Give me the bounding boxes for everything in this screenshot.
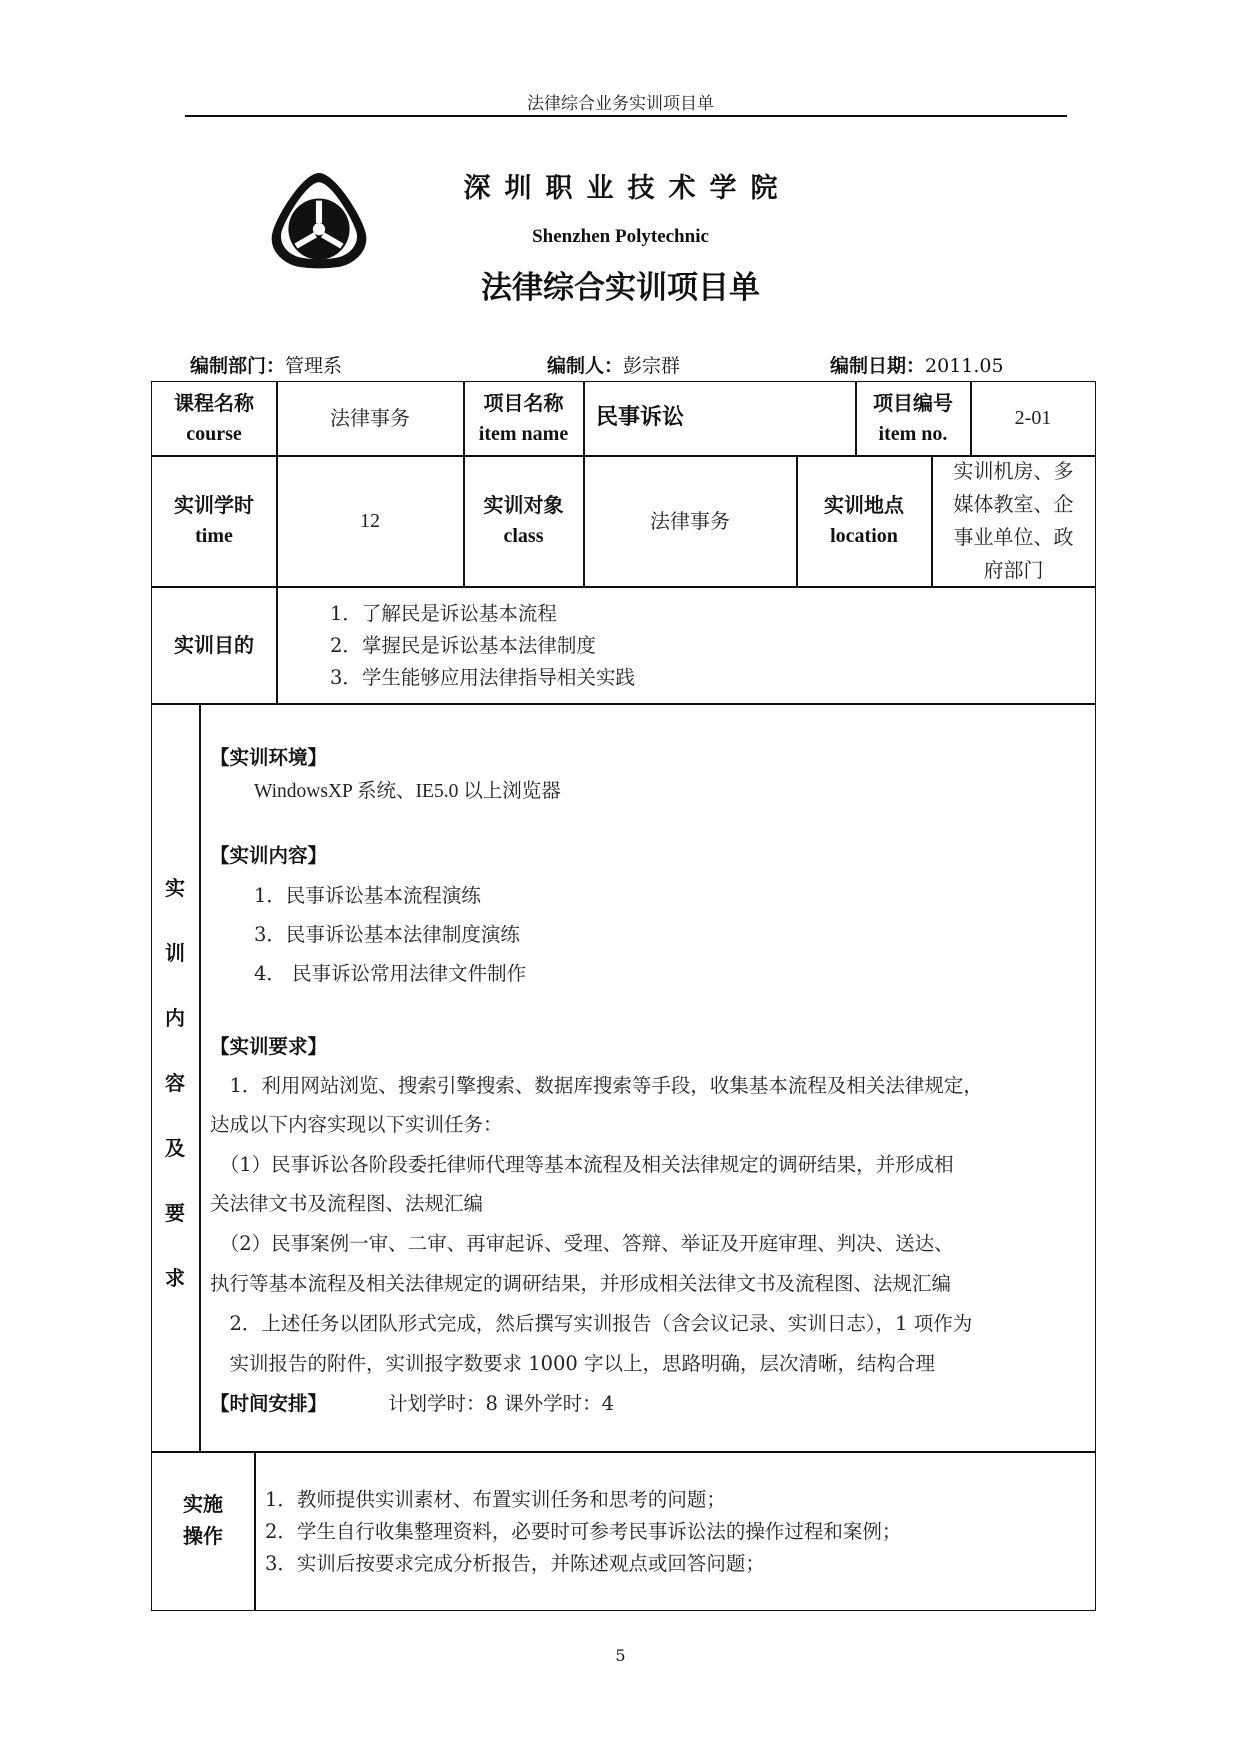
row-divider (151, 1451, 1096, 1453)
page-number: 5 (615, 1646, 626, 1665)
req-line: 1．利用网站浏览、搜索引擎搜索、数据库搜索等手段，收集基本流程及相关法律规定， (210, 1074, 983, 1097)
goal-item: 1．了解民是诉讼基本流程 (330, 602, 557, 625)
course-label-cn: 课程名称 (174, 390, 254, 415)
meta-date-value: 2011.05 (925, 355, 1004, 377)
meta-author-label: 编制人： (547, 355, 624, 377)
location-label-en: location (830, 525, 898, 547)
side-char: 训 (165, 941, 185, 965)
location-line: 实训机房、多 (953, 459, 1074, 483)
side-char: 及 (165, 1136, 185, 1160)
side-char: 求 (165, 1266, 185, 1290)
content-item: 1．民事诉讼基本流程演练 (254, 884, 481, 907)
side-char: 容 (165, 1071, 185, 1095)
implementation-label (152, 1488, 254, 1552)
location-line: 府部门 (983, 558, 1044, 582)
meta-author-value: 彭宗群 (623, 355, 681, 377)
schedule-text: 计划学时：8 课外学时：4 (388, 1392, 615, 1415)
implementation-label-line: 操作 (183, 1524, 223, 1548)
class-label-en: class (503, 525, 544, 547)
course-value: 法律事务 (330, 406, 410, 430)
req-line: 达成以下内容实现以下实训任务： (210, 1113, 503, 1136)
meta-author (547, 351, 680, 378)
item-name-label (464, 382, 583, 455)
req-line: 关法律文书及流程图、法规汇编 (210, 1192, 484, 1215)
course-label-en: course (186, 422, 242, 445)
item-name-label-cn: 项目名称 (483, 390, 564, 415)
goal-item: 2．掌握民是诉讼基本法律制度 (330, 634, 596, 657)
time-label (152, 456, 276, 586)
meta-date-label: 编制日期： (830, 355, 926, 377)
implementation-list (265, 1484, 901, 1580)
time-value: 12 (360, 509, 380, 532)
class-label (464, 456, 583, 586)
side-char: 实 (165, 876, 185, 900)
implementation-item: 2．学生自行收集整理资料，必要时可参考民事诉讼法的操作过程和案例； (265, 1520, 902, 1543)
item-no-label-cn: 项目编号 (873, 390, 953, 415)
meta-date (830, 351, 1004, 378)
col-divider (276, 586, 278, 703)
content-item: 4． 民事诉讼常用法律文件制作 (254, 962, 527, 985)
location-label (797, 456, 931, 586)
document-title: 法律综合实训项目单 (481, 270, 760, 306)
location-line: 事业单位、政 (953, 525, 1074, 549)
school-name-en: Shenzhen Polytechnic (532, 226, 709, 247)
goals-label: 实训目的 (174, 632, 254, 657)
schedule-title: 【时间安排】 (210, 1392, 328, 1415)
item-no-label (856, 382, 970, 455)
meta-department (190, 351, 342, 378)
req-line: 实训报告的附件，实训报字数要求 1000 字以上，思路明确，层次清晰，结构合理 (210, 1352, 936, 1375)
side-char: 要 (165, 1201, 185, 1225)
class-value: 法律事务 (650, 508, 730, 533)
header-rule (185, 115, 1067, 117)
item-name-value: 民事诉讼 (596, 405, 685, 431)
location-line: 媒体教室、企 (953, 492, 1074, 516)
time-label-cn: 实训学时 (174, 493, 254, 517)
goals-list (330, 598, 635, 694)
item-no-value: 2-01 (1014, 407, 1052, 429)
location-value (932, 456, 1095, 586)
goal-item: 3．学生能够应用法律指导相关实践 (330, 666, 635, 689)
class-label-cn: 实训对象 (483, 493, 564, 517)
time-label-en: time (195, 525, 233, 547)
running-header: 法律综合业务实训项目单 (527, 94, 714, 114)
side-char: 内 (165, 1006, 185, 1030)
item-no-label-en: item no. (878, 422, 948, 445)
meta-department-label: 编制部门： (190, 355, 286, 377)
req-title: 【实训要求】 (210, 1035, 328, 1058)
implementation-item: 3．实训后按要求完成分析报告，并陈述观点或回答问题； (265, 1552, 765, 1575)
implementation-label-line: 实施 (183, 1492, 223, 1516)
row-divider (151, 703, 1096, 705)
implementation-item: 1．教师提供实训素材、布置实训任务和思考的问题； (265, 1488, 726, 1511)
content-item: 3．民事诉讼基本法律制度演练 (254, 923, 520, 946)
course-label (152, 382, 276, 455)
env-text: WindowsXP 系统、IE5.0 以上浏览器 (254, 781, 561, 802)
item-name-label-en: item name (478, 422, 569, 445)
env-title: 【实训环境】 (210, 746, 328, 769)
req-line: 2．上述任务以团队形式完成，然后撰写实训报告（含会议记录、实训日志），1 项作为 (210, 1312, 973, 1335)
col-divider (254, 1451, 256, 1611)
req-line: 执行等基本流程及相关法律规定的调研结果，并形成相关法律文书及流程图、法规汇编 (210, 1272, 952, 1295)
req-line: （2）民事案例一审、二审、再审起诉、受理、答辩、举证及开庭审理、判决、送达、 (210, 1232, 954, 1255)
meta-department-value: 管理系 (285, 355, 343, 377)
col-divider (199, 703, 201, 1451)
content-title: 【实训内容】 (210, 844, 328, 867)
location-label-cn: 实训地点 (824, 493, 904, 517)
school-name-cn: 深圳职业技术学院 (463, 173, 792, 204)
req-line: （1）民事诉讼各阶段委托律师代理等基本流程及相关法律规定的调研结果，并形成相 (210, 1153, 954, 1176)
